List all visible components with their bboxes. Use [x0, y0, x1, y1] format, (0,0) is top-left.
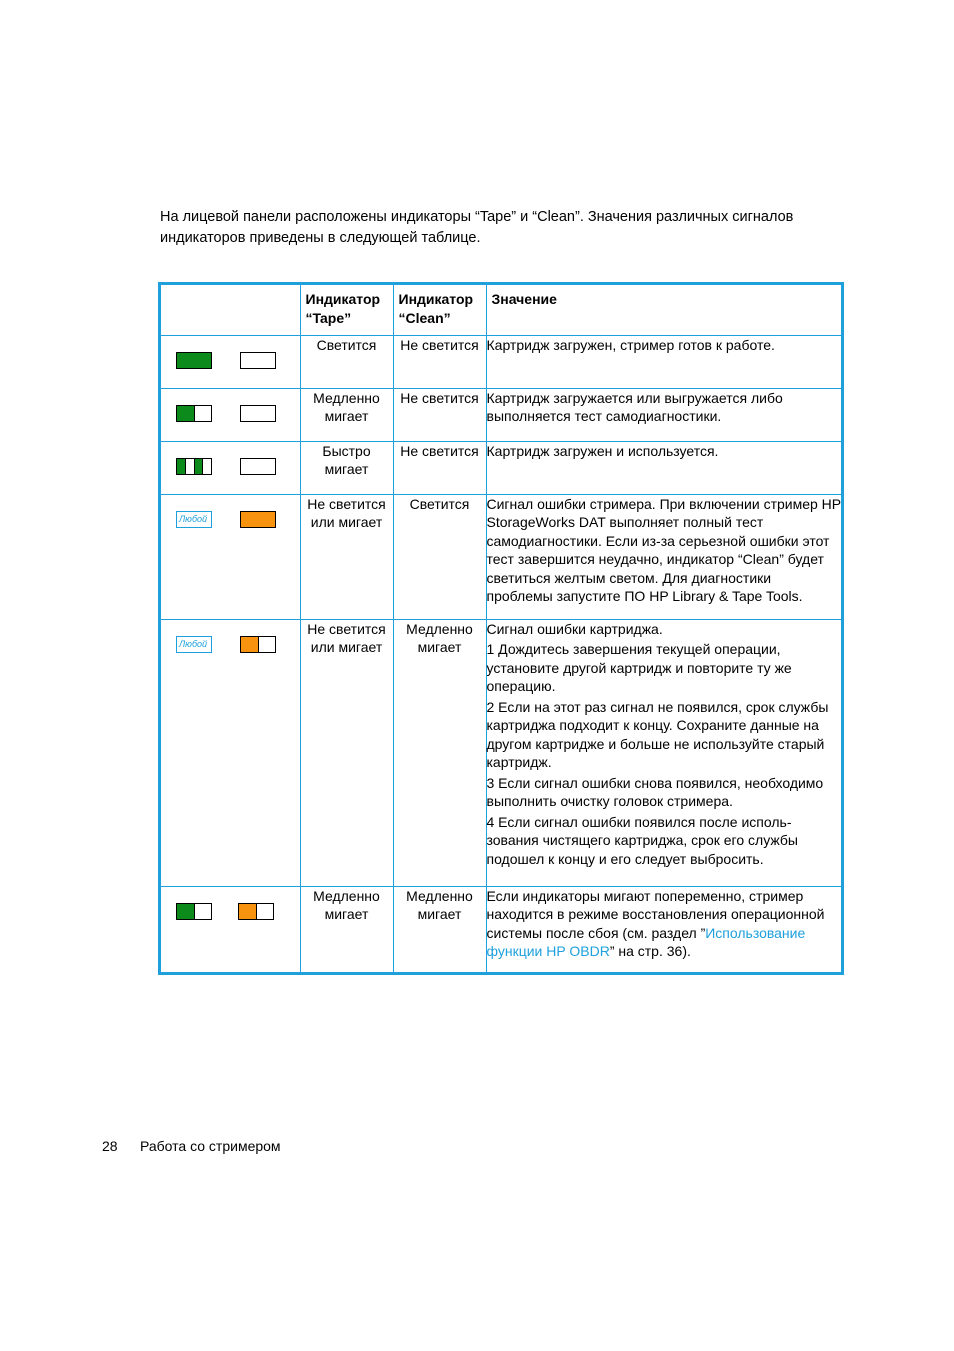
meaning-step: 4 Если сигнал ошибки появился после исполь-зования чистящего картриджа, срок его службы подошел к концу и его следует выбросить.: [486, 813, 798, 867]
lamp-cell: [161, 335, 300, 388]
any-state-lamp-icon: Любой: [176, 636, 212, 653]
intro-line-1: На лицевой панели расположены индикаторы “Tape” и “Clean”. Значения различных сигналов: [160, 209, 794, 225]
meaning-step: 3 Если сигнал ошибки снова появился, необходимо выполнить очистку головок стримера.: [486, 774, 824, 809]
lamp-cell: [161, 441, 300, 494]
clean-state: Светится: [393, 494, 486, 619]
tape-lamp-icon: [176, 352, 212, 369]
lamp-cell: [161, 494, 300, 619]
tape-lamp-icon: [176, 903, 212, 920]
meaning-cell: Если индикаторы мигают попеременно, стример находится в режиме восстановления операционной системы после сбоя (см. раздел ”Использование функции HP OBDR” на стр. 36).: [486, 886, 841, 972]
obdr-link[interactable]: Использование функции HP OBDR: [486, 924, 806, 959]
lamp-cell: [161, 886, 300, 972]
header-lamps: [161, 285, 300, 335]
page-footer: [102, 1138, 281, 1154]
tape-state: Быстро мигает: [300, 441, 393, 494]
clean-lamp-icon: [238, 903, 274, 920]
clean-lamp-icon: [240, 352, 276, 369]
meaning-step: 2 Если на этот раз сигнал не появился, срок службы картриджа подходит к концу. Сохраните данные на другом картридже и больше не используйте старый картридж.: [486, 698, 829, 770]
tape-state: Светится: [300, 335, 393, 388]
table-row: [161, 494, 841, 619]
any-state-lamp-icon: Любой: [176, 511, 212, 528]
header-clean: Индикатор “Clean”: [393, 285, 486, 335]
table-row: [161, 886, 841, 972]
lamp-cell: [161, 619, 300, 886]
tape-lamp-icon: [176, 405, 212, 422]
tape-state: Не светится или мигает: [300, 619, 393, 886]
tape-state: Медленно мигает: [300, 388, 393, 441]
clean-state: Не светится: [393, 441, 486, 494]
intro-paragraph: [160, 207, 850, 249]
clean-lamp-icon: [240, 511, 276, 528]
meaning-step: 1 Дождитесь завершения текущей операции, установите другой картридж и повторите ту же операцию.: [486, 641, 792, 694]
meaning-cell: [486, 619, 841, 886]
clean-state: Не светится: [393, 335, 486, 388]
header-tape: Индикатор “Tape”: [300, 285, 393, 335]
footer-title: Работа со стримером: [140, 1138, 281, 1154]
indicator-table: [158, 282, 844, 975]
meaning-cell: Сигнал ошибки стримера. При включении стример HP StorageWorks DAT выполняет полный тест самодиагностики. Если из-за серьезной ошибки этот тест завершится неудачно, индикатор “Clean” будет светиться желтым светом. Для диагностики проблемы запустите ПО HP Library & Tape Tools.: [486, 494, 841, 619]
meaning-line: Сигнал ошибки картриджа.: [486, 620, 663, 637]
lamp-cell: [161, 388, 300, 441]
table-row: [161, 619, 841, 886]
table-row: [161, 388, 841, 441]
tape-state: Не светится или мигает: [300, 494, 393, 619]
table-row: [161, 335, 841, 388]
meaning-cell: Картридж загружен, стример готов к работе.: [486, 335, 841, 388]
page-number: 28: [102, 1138, 118, 1154]
tape-state: Медленно мигает: [300, 886, 393, 972]
clean-lamp-icon: [240, 405, 276, 422]
table-row: [161, 441, 841, 494]
clean-state: Медленно мигает: [393, 886, 486, 972]
clean-state: Медленно мигает: [393, 619, 486, 886]
clean-state: Не светится: [393, 388, 486, 441]
table-header-row: [161, 285, 841, 335]
header-meaning: Значение: [486, 285, 841, 335]
intro-line-2: индикаторов приведены в следующей таблице.: [160, 230, 481, 246]
clean-lamp-icon: [240, 458, 276, 475]
meaning-cell: Картридж загружается или выгружается либо выполняется тест самодиагностики.: [486, 388, 841, 441]
clean-lamp-icon: [240, 636, 276, 653]
meaning-cell: Картридж загружен и используется.: [486, 441, 841, 494]
tape-lamp-icon: [176, 458, 212, 475]
